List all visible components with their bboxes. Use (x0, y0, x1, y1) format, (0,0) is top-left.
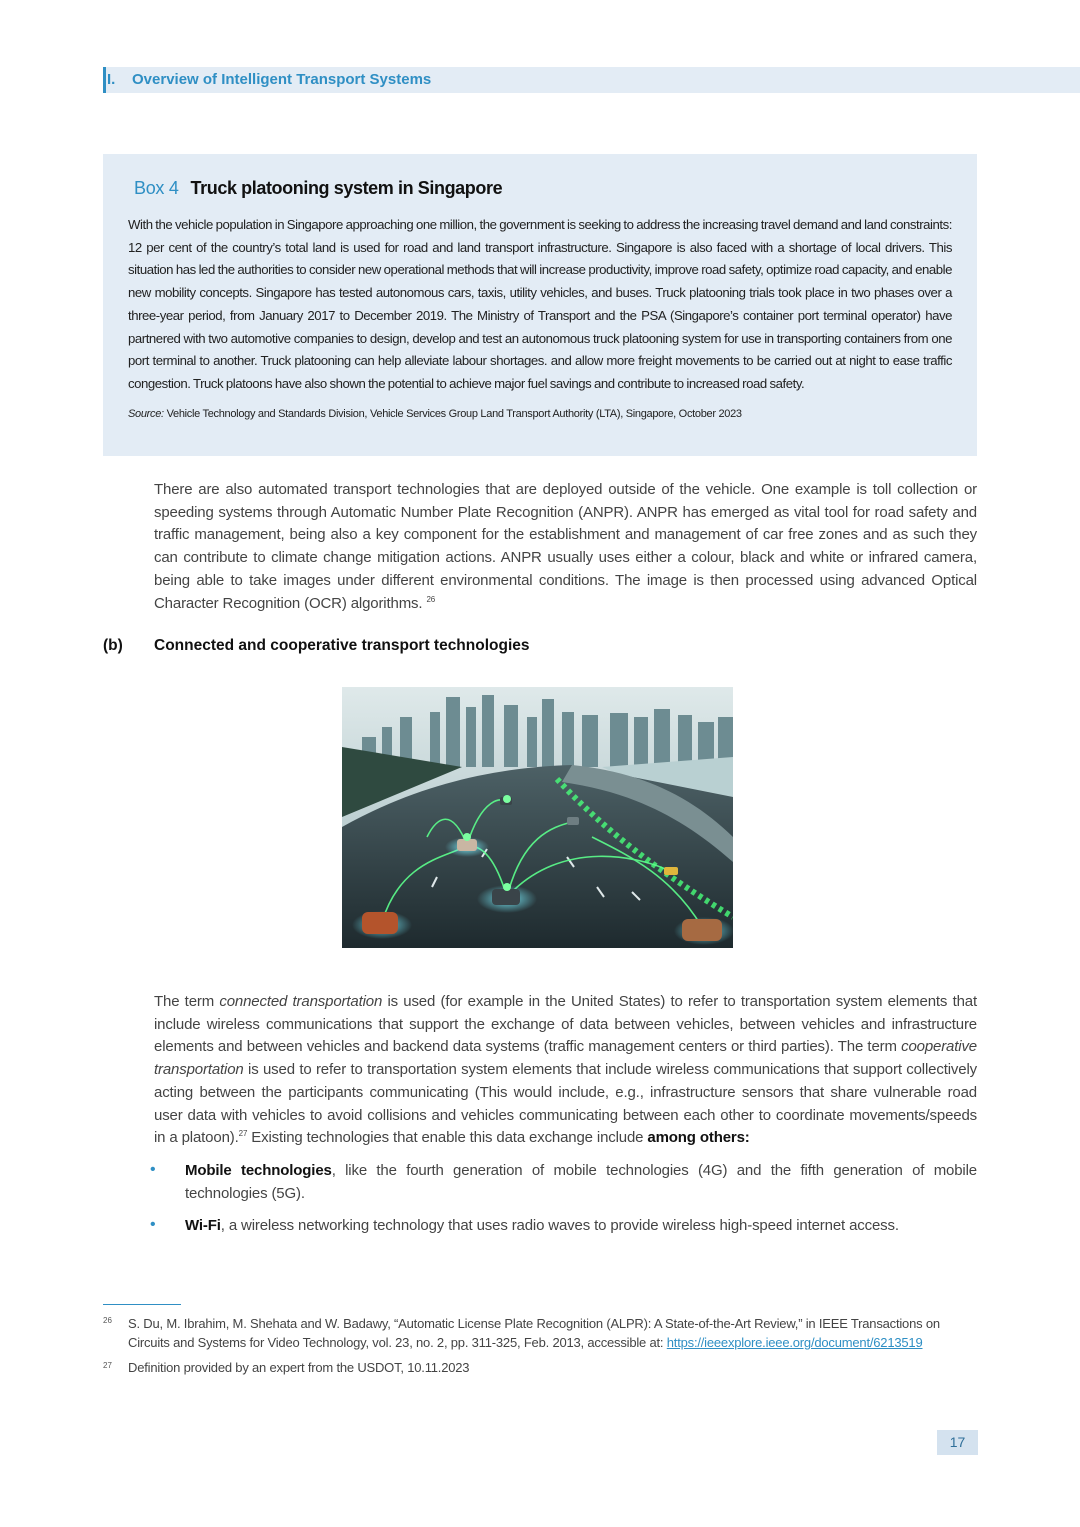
connected-traffic-illustration (342, 687, 733, 948)
paragraph-anpr-text: There are also automated transport technologies that are deployed outside of the vehicle. One example is toll collection or speeding systems through Automatic Number Plate Recognition (ANPR). ANPR has emerged as vital tool for road safety and traffic management, being also a key component for the establishment and management of car free zones and as such they can contribute to climate change mitigation actions. ANPR usually uses either a colour, black and white or infrared camera, being able to take images under different environmental conditions. The image is then processed using advanced Optical Character Recognition (OCR) algorithms. (154, 481, 977, 612)
bullet-description: , like the fourth generation of mobile technologies (4G) and the fifth generation of mobile technologies (5G). (185, 1162, 977, 1202)
bullet-item-mobile (185, 1160, 977, 1205)
footnote-number: 27 (103, 1361, 112, 1370)
page-number: 17 (937, 1430, 978, 1455)
section-title: Connected and cooperative transport technologies (154, 637, 530, 654)
footnote-ref-26[interactable]: 26 (426, 594, 436, 604)
box-source (128, 408, 952, 420)
header-section-title: Overview of Intelligent Transport Systems (132, 71, 432, 88)
box-heading: Truck platooning system in Singapore (190, 178, 503, 198)
paragraph-connected-part3: is used to refer to transportation system elements that include wireless communications that support collectively acting between the participants communicating (This would include, e.g., infrastructure sensors that share vulnerable road user data with vehicles to avoid collisions and vehicles communicating between each other to coordinate movements/speeds in a platoon). (154, 1061, 977, 1147)
running-header (103, 67, 1080, 93)
footnote-27 (128, 1358, 977, 1377)
box-label: Box 4 (134, 178, 179, 198)
info-box (103, 154, 977, 456)
footnote-text: Definition provided by an expert from the USDOT, 10.11.2023 (128, 1360, 470, 1375)
paragraph-anpr (154, 479, 977, 615)
paragraph-connected-bold-end: among others: (647, 1129, 750, 1147)
footnote-link[interactable]: https://ieeexplore.ieee.org/document/6213519 (666, 1335, 923, 1350)
connected-traffic-image (342, 687, 733, 948)
bullet-term: Wi-Fi (185, 1217, 221, 1234)
box-source-text: Vehicle Technology and Standards Division, Vehicle Services Group Land Transport Authority (LTA), Singapore, October 2023 (166, 408, 742, 420)
section-marker: (b) (103, 637, 123, 654)
paragraph-connected (154, 991, 977, 1150)
footnote-number: 26 (103, 1316, 112, 1325)
footnote-text: S. Du, M. Ibrahim, M. Shehata and W. Badawy, “Automatic License Plate Recognition (ALPR): A State-of-the-Art Review,” in IEEE Transactions on Circuits and Systems for Video Technology, vol. 23, no. 2, pp. 311-325, Feb. 2013, accessible at: (128, 1316, 940, 1350)
footnote-26 (128, 1314, 977, 1352)
footnote-ref-27[interactable]: 27 (238, 1129, 248, 1139)
bullet-description: , a wireless networking technology that uses radio waves to provide wireless high-speed internet access. (220, 1217, 899, 1234)
bullet-icon: • (150, 1216, 156, 1233)
bullet-item-wifi (185, 1215, 977, 1238)
box-body: With the vehicle population in Singapore approaching one million, the government is seeking to address the increasing travel demand and land constraints: 12 per cent of the country’s total land is used for road and land transport infrastructure. Singapore is also faced with a shortage of local drivers. This situation has led the authorities to consider new operational methods that will increase productivity, improve road safety, optimize road capacity, and enable new mobility concepts. Singapore has tested autonomous cars, taxis, utility vehicles, and buses. Truck platooning trials took place in two phases over a three-year period, from January 2017 to December 2019. The Ministry of Transport and the PSA (Singapore’s container port terminal operator) have partnered with two automotive companies to design, develop and test an autonomous truck platooning system for use in transporting containers from one port terminal to another. Truck platooning can help alleviate labour shortages. and allow more freight movements to be carried out at night to ease traffic congestion. Truck platoons have also shown the potential to achieve major fuel savings and contribute to increased road safety. (128, 217, 952, 391)
box-source-label: Source: (128, 408, 164, 420)
paragraph-connected-part1: The term (154, 993, 220, 1010)
box-title (134, 178, 502, 199)
footnote-divider (103, 1304, 181, 1305)
header-section-number: I. (107, 71, 116, 88)
bullet-term: Mobile technologies (185, 1162, 332, 1179)
header-accent-bar (103, 67, 106, 93)
paragraph-connected-part2: is used (for example in the United States) to refer to transportation system elements that include wireless communications that support the exchange of data between vehicles, between vehicles and infrastructure elements and between vehicles and backend data systems (traffic management centers or third parties). The term (154, 993, 977, 1056)
paragraph-connected-part4: Existing technologies that enable this data exchange include (247, 1129, 648, 1147)
term-connected-transportation: connected transportation (219, 993, 383, 1010)
bullet-icon: • (150, 1161, 156, 1178)
term-cooperative-transportation: cooperative transportation (154, 1038, 977, 1079)
